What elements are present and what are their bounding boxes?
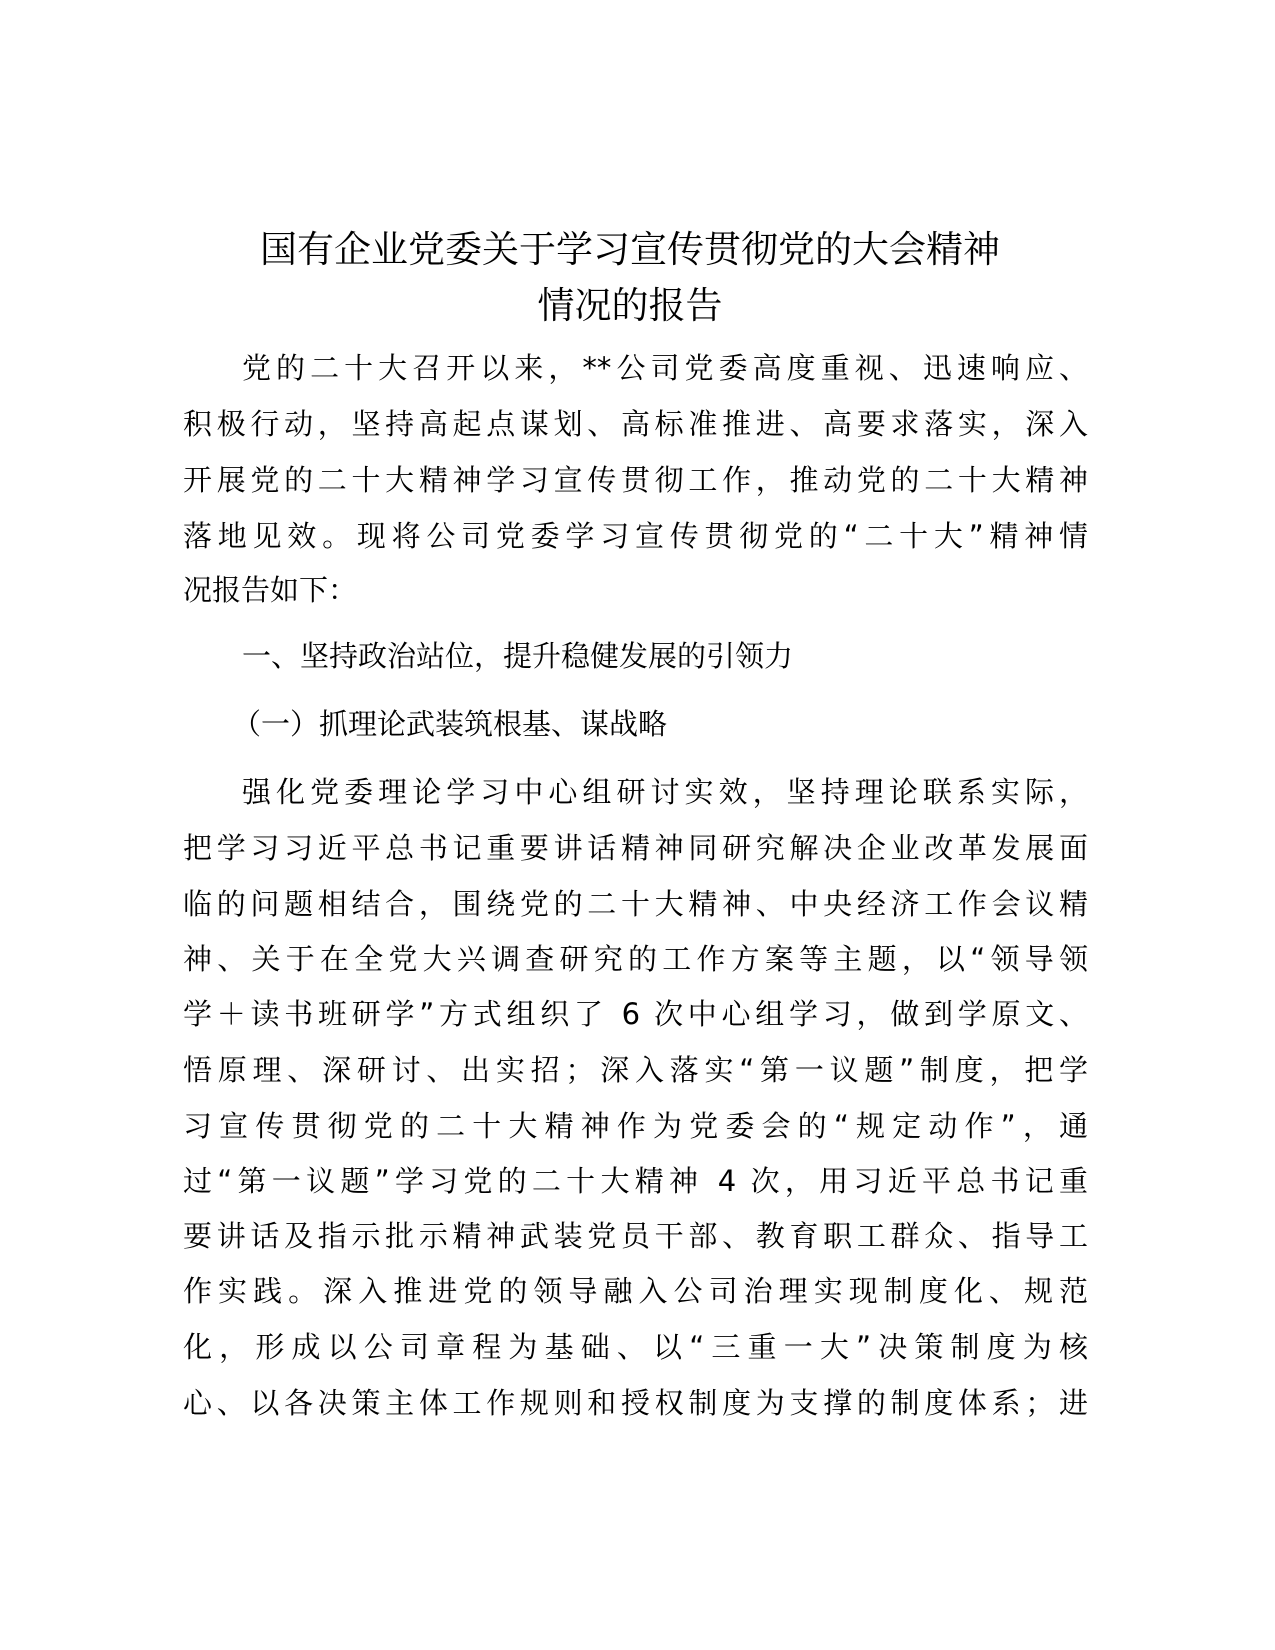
body-line-2: 把学习习近平总书记重要讲话精神同研究解决企业改革发展面 [183, 831, 1088, 865]
intro-line-2: 积极行动，坚持高起点谋划、高标准推进、高要求落实，深入 [183, 407, 1088, 441]
body-line-6: 悟原理、深研讨、出实招；深入落实“第一议题”制度，把学 [183, 1053, 1088, 1087]
title-line-1: 国有企业党委关于学习宣传贯彻党的大会精神 [260, 228, 1000, 271]
body-line-10: 作实践。深入推进党的领导融入公司治理实现制度化、规范 [183, 1274, 1088, 1308]
body-line-7: 习宣传贯彻党的二十大精神作为党委会的“规定动作”，通 [183, 1109, 1088, 1143]
intro-line-1: 党的二十大召开以来，**公司党委高度重视、迅速响应、 [242, 351, 1088, 385]
body-line-5: 学＋读书班研学”方式组织了 6 次中心组学习，做到学原文、 [183, 997, 1088, 1031]
body-line-12: 心、以各决策主体工作规则和授权制度为支撑的制度体系；进 [183, 1386, 1088, 1420]
subsection-heading: （一）抓理论武装筑根基、谋战略 [232, 707, 668, 741]
body-line-3: 临的问题相结合，围绕党的二十大精神、中央经济工作会议精 [183, 887, 1088, 921]
section-heading: 一、坚持政治站位，提升稳健发展的引领力 [242, 639, 794, 673]
title-line-2: 情况的报告 [537, 284, 723, 327]
intro-line-3: 开展党的二十大精神学习宣传贯彻工作，推动党的二十大精神 [183, 463, 1088, 497]
intro-line-4: 落地见效。现将公司党委学习宣传贯彻党的“二十大”精神情 [183, 519, 1088, 553]
body-line-9: 要讲话及指示批示精神武装党员干部、教育职工群众、指导工 [183, 1219, 1088, 1253]
body-line-8: 过“第一议题”学习党的二十大精神 4 次，用习近平总书记重 [183, 1164, 1088, 1198]
body-line-11: 化，形成以公司章程为基础、以“三重一大”决策制度为核 [183, 1330, 1088, 1364]
body-line-1: 强化党委理论学习中心组研讨实效，坚持理论联系实际， [242, 775, 1088, 809]
intro-line-5: 况报告如下： [183, 573, 358, 607]
body-line-4: 神、关于在全党大兴调查研究的工作方案等主题，以“领导领 [183, 942, 1088, 976]
document-title [180, 222, 1080, 334]
